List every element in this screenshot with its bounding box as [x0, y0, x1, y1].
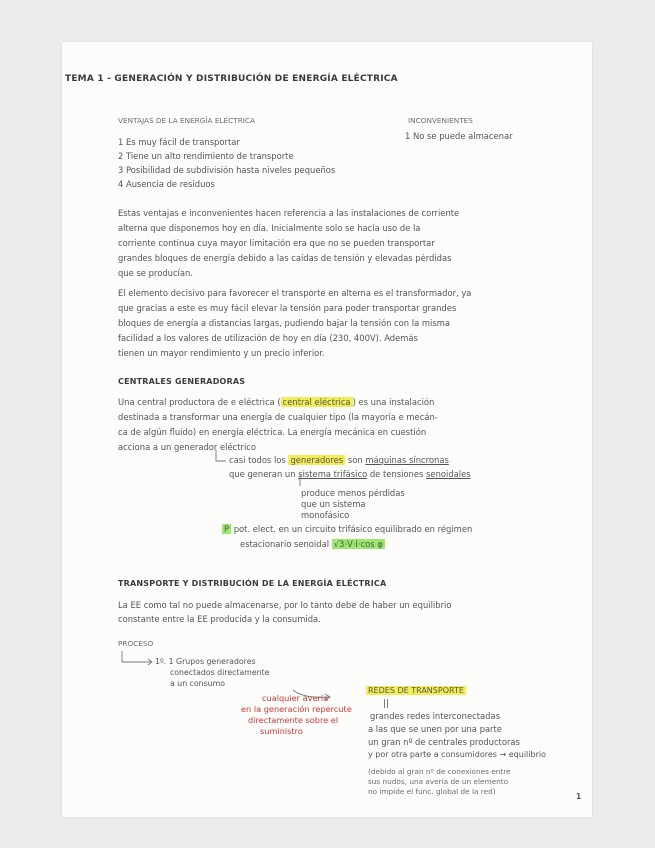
para1-line: corriente continua cuya mayor limitación era que no se pueden transportar: [118, 238, 435, 248]
equals-mark: ||: [383, 699, 390, 709]
ventaja-item: 1 Es muy fácil de transportar: [118, 137, 240, 147]
para1-line: Estas ventajas e inconvenientes hacen referencia a las instalaciones de corriente: [118, 208, 460, 218]
potencia-symbol: P: [224, 524, 230, 534]
maquinas-sincronas: máquinas síncronas: [365, 455, 449, 465]
page-title: TEMA 1 - GENERACIÓN Y DISTRIBUCIÓN DE ENERGÍA ELÉCTRICA: [65, 74, 398, 84]
sistema-trifasico: sistema trifásico: [298, 469, 368, 479]
generadores-text: casi todos los: [229, 455, 289, 465]
ventajas-heading: VENTAJAS DE LA ENERGÍA ELÉCTRICA: [118, 116, 256, 125]
para2-line: tienen un mayor rendimiento y un precio inferior.: [118, 348, 325, 358]
potencia-text: pot. elect. en un circuito trifásico equilibrado en régimen: [233, 524, 473, 534]
para2-line: que gracias a este es muy fácil elevar la tensión para poder transportar grandes: [118, 303, 457, 313]
averia-note: directamente sobre el: [248, 715, 339, 725]
senoidales: senoidales: [426, 469, 471, 479]
generadores-highlight: generadores: [290, 455, 344, 465]
proceso-step: conectados directamente: [170, 668, 270, 677]
potencia-formula: √3·V·I·cos φ: [333, 539, 383, 549]
trifasico-line: [229, 469, 471, 479]
inconveniente-item: 1 No se puede almacenar: [405, 131, 513, 141]
transporte-line: La EE como tal no puede almacenarse, por lo tanto debe de haber un equilibrio: [118, 600, 452, 610]
proceso-step: a un consumo: [170, 679, 225, 688]
redes-line: un gran nº de centrales productoras: [368, 737, 520, 747]
averia-note: en la generación repercute: [241, 704, 352, 714]
centrales-line: [118, 397, 434, 407]
generadores-line: [229, 455, 449, 465]
ventaja-item: 3 Posibilidad de subdivisión hasta niveles pequeños: [118, 165, 336, 175]
trifasico-text: que generan un: [229, 469, 299, 479]
debido-line: (debido al gran nº de conexiones entre: [368, 767, 511, 776]
proceso-step: 1º. 1 Grupos generadores: [155, 657, 256, 666]
transporte-heading: TRANSPORTE Y DISTRIBUCIÓN DE LA ENERGÍA ELÉCTRICA: [118, 579, 387, 588]
produce-line: produce menos pérdidas: [301, 488, 405, 498]
averia-note: cualquier avería: [262, 693, 329, 703]
centrales-line-text: Una central productora de e eléctrica (: [118, 397, 281, 407]
trifasico-text: de tensiones: [367, 469, 427, 479]
generadores-text: son: [345, 455, 366, 465]
centrales-line: acciona a un generador eléctrico: [118, 442, 257, 452]
ventaja-item: 4 Ausencia de residuos: [118, 179, 215, 189]
transporte-line: constante entre la EE producida y la consumida.: [118, 614, 321, 624]
potencia-line: [222, 524, 472, 534]
redes-line: y por otra parte a consumidores → equilibrio: [368, 750, 546, 759]
para1-line: alterna que disponemos hoy en día. Inicialmente solo se hacía uso de la: [118, 223, 421, 233]
para1-line: grandes bloques de energía debido a las caídas de tensión y elevadas pérdidas: [118, 253, 452, 263]
centrales-heading: CENTRALES GENERADORAS: [118, 377, 246, 386]
potencia-text: estacionario senoidal: [240, 539, 330, 549]
averia-note: suministro: [260, 726, 303, 736]
redes-transporte-highlight: REDES DE TRANSPORTE: [368, 686, 464, 695]
centrales-line-text: ) es una instalación: [352, 397, 435, 407]
inconvenientes-heading: INCONVENIENTES: [408, 116, 473, 125]
para2-line: facilidad a los valores de utilización de hoy en día (230, 400V). Además: [118, 333, 418, 343]
produce-line: que un sistema: [301, 499, 366, 509]
page-number: 1: [576, 792, 582, 801]
debido-line: sus nudos, una avería de un elemento: [368, 777, 509, 786]
centrales-line: ca de algún fluido) en energía eléctrica. La energía mecánica en cuestión: [118, 427, 427, 437]
central-electrica-highlight: central eléctrica: [282, 397, 351, 407]
ventaja-item: 2 Tiene un alto rendimiento de transporte: [118, 151, 294, 161]
potencia-line-2: [240, 539, 385, 549]
para2-line: El elemento decisivo para favorecer el transporte en alterna es el transformador, ya: [118, 288, 472, 298]
redes-line: a las que se unen por una parte: [368, 724, 502, 734]
redes-transporte-label: [366, 686, 466, 696]
proceso-label: PROCESO: [118, 639, 154, 648]
centrales-line: destinada a transformar una energía de cualquier tipo (la mayoría e mecán-: [118, 412, 438, 422]
redes-line: grandes redes interconectadas: [370, 711, 500, 721]
para2-line: bloques de energía a distancias largas, pudiendo bajar la tensión con la misma: [118, 318, 451, 328]
para1-line: que se producían.: [118, 268, 193, 278]
produce-line: monofásico: [301, 510, 350, 520]
debido-line: no impide el func. global de la red): [368, 787, 496, 796]
